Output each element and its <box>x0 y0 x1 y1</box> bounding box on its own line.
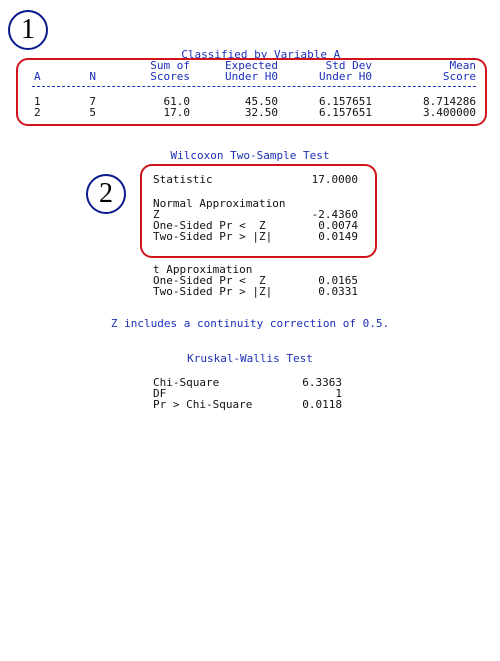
row2-mean: 3.400000 <box>423 106 476 119</box>
kruskal-title: Kruskal-Wallis Test <box>187 352 313 365</box>
row1-stddev: 6.157651 <box>319 95 372 108</box>
col-sum-header-1: Sum of <box>150 59 190 72</box>
z-label: Z <box>153 208 160 221</box>
row2-sum: 17.0 <box>163 106 190 119</box>
p-chi-value: 0.0118 <box>302 398 342 411</box>
row1-expected: 45.50 <box>244 95 278 108</box>
p-chi-label: Pr > Chi-Square <box>153 398 253 411</box>
normal-approx-title: Normal Approximation <box>153 197 286 210</box>
t-approx-title: t Approximation <box>153 263 253 276</box>
col-mean-header-1: Mean <box>449 59 476 72</box>
statistic-value: 17.0000 <box>311 173 358 186</box>
row1-mean: 8.714286 <box>423 95 476 108</box>
annotation-circle-1 <box>8 10 48 50</box>
chi-square-label: Chi-Square <box>153 376 220 389</box>
truncated-header-title: Classified by Variable A <box>181 48 341 61</box>
row2-n: 5 <box>89 106 96 119</box>
row1-a: 1 <box>34 95 41 108</box>
row1-sum: 61.0 <box>163 95 190 108</box>
df-label: DF <box>153 387 167 400</box>
row1-n: 7 <box>89 95 96 108</box>
df-value: 1 <box>335 387 342 400</box>
col-sum-header-2: Scores <box>150 70 190 83</box>
col-mean-header-2: Score <box>442 70 476 83</box>
wilcoxon-title: Wilcoxon Two-Sample Test <box>170 149 330 162</box>
t-two-sided-label: Two-Sided Pr > |Z| <box>153 285 273 298</box>
two-sided-value: 0.0149 <box>318 230 358 243</box>
col-stddev-header-1: Std Dev <box>325 59 372 72</box>
col-expected-header-1: Expected <box>225 59 278 72</box>
row2-a: 2 <box>34 106 41 119</box>
kruskal-block <box>0 376 500 660</box>
annotation-number-1: 1 <box>21 14 35 45</box>
col-n-header: N <box>89 70 96 83</box>
one-sided-value: 0.0074 <box>318 219 358 232</box>
t-two-sided-value: 0.0331 <box>318 285 358 298</box>
col-stddev-header-2: Under H0 <box>319 70 372 83</box>
row2-stddev: 6.157651 <box>319 106 372 119</box>
continuity-note: Z includes a continuity correction of 0.5. <box>110 317 390 330</box>
two-sided-label: Two-Sided Pr > |Z| <box>153 230 273 243</box>
row2-expected: 32.50 <box>244 106 278 119</box>
statistic-label: Statistic <box>153 173 213 186</box>
annotation-number-2: 2 <box>99 178 113 209</box>
one-sided-label: One-Sided Pr < Z <box>153 219 266 232</box>
col-a-header: A <box>34 70 41 83</box>
chi-square-value: 6.3363 <box>302 376 342 389</box>
table-separator <box>32 86 476 87</box>
col-expected-header-2: Under H0 <box>225 70 278 83</box>
z-value: -2.4360 <box>311 208 358 221</box>
t-one-sided-value: 0.0165 <box>318 274 358 287</box>
t-one-sided-label: One-Sided Pr < Z <box>153 274 266 287</box>
annotation-circle-2 <box>86 174 126 214</box>
